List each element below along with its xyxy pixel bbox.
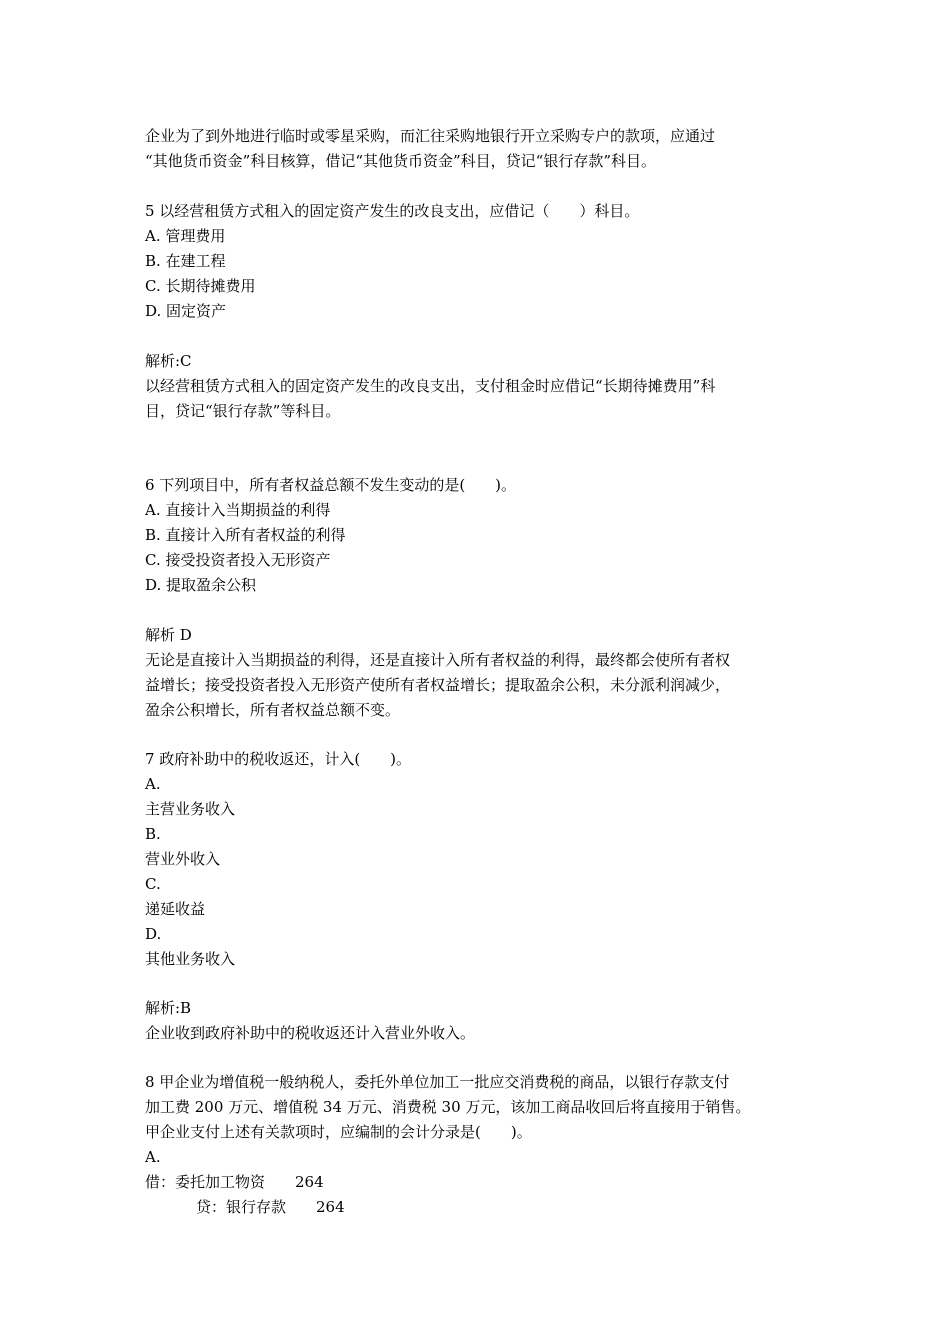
- journal-entry-credit: 贷：银行存款 264: [196, 1198, 345, 1216]
- question-6-option: A. 直接计入当期损益的利得: [145, 501, 331, 519]
- question-6-explanation: 盈余公积增长，所有者权益总额不变。: [145, 701, 401, 719]
- question-5-option: A. 管理费用: [145, 227, 226, 245]
- question-7-stem: 7 政府补助中的税收返还，计入( )。: [145, 750, 412, 768]
- question-5-option: B. 在建工程: [145, 252, 226, 270]
- question-5-explanation: 以经营租赁方式租入的固定资产发生的改良支出，支付租金时应借记“长期待摊费用”科: [145, 377, 716, 395]
- question-6-explanation: 益增长；接受投资者投入无形资产使所有者权益增长；提取盈余公积，未分派利润减少，: [145, 676, 731, 694]
- question-6-option: B. 直接计入所有者权益的利得: [145, 526, 346, 544]
- question-6-answer: 解析 D: [145, 626, 192, 644]
- question-6-option: C. 接受投资者投入无形资产: [145, 551, 331, 569]
- question-7-option: 其他业务收入: [145, 950, 236, 968]
- question-5-answer: 解析:C: [145, 352, 192, 370]
- intro-line: 企业为了到外地进行临时或零星采购，而汇往采购地银行开立采购专户的款项，应通过: [145, 127, 716, 145]
- question-6-explanation: 无论是直接计入当期损益的利得，还是直接计入所有者权益的利得，最终都会使所有者权: [145, 651, 731, 669]
- journal-entry-debit: 借：委托加工物资 264: [145, 1173, 324, 1191]
- question-5-option: D. 固定资产: [145, 302, 227, 320]
- question-7-option: 递延收益: [145, 900, 206, 918]
- question-6-option: D. 提取盈余公积: [145, 576, 257, 594]
- question-8-stem: 加工费 200 万元、增值税 34 万元、消费税 30 万元，该加工商品收回后将直接用于销售。: [145, 1098, 751, 1116]
- question-7-option: 主营业务收入: [145, 800, 236, 818]
- question-5-option: C. 长期待摊费用: [145, 277, 256, 295]
- question-5-stem: 5 以经营租赁方式租入的固定资产发生的改良支出，应借记（ ）科目。: [145, 202, 640, 220]
- question-7-option: C.: [145, 875, 161, 893]
- question-7-explanation: 企业收到政府补助中的税收返还计入营业外收入。: [145, 1024, 476, 1042]
- question-8-stem: 8 甲企业为增值税一般纳税人，委托外单位加工一批应交消费税的商品，以银行存款支付: [145, 1073, 730, 1091]
- intro-line: “其他货币资金”科目核算，借记“其他货币资金”科目，贷记“银行存款”科目。: [145, 152, 657, 170]
- question-7-option: 营业外收入: [145, 850, 221, 868]
- question-6-stem: 6 下列项目中，所有者权益总额不发生变动的是( )。: [145, 476, 517, 494]
- question-5-explanation: 目，贷记“银行存款”等科目。: [145, 402, 341, 420]
- question-8-option: A.: [145, 1148, 161, 1166]
- question-7-option: B.: [145, 825, 161, 843]
- question-8-stem: 甲企业支付上述有关款项时，应编制的会计分录是( )。: [145, 1123, 532, 1141]
- question-7-option: A.: [145, 775, 161, 793]
- question-7-answer: 解析:B: [145, 999, 192, 1017]
- question-7-option: D.: [145, 925, 162, 943]
